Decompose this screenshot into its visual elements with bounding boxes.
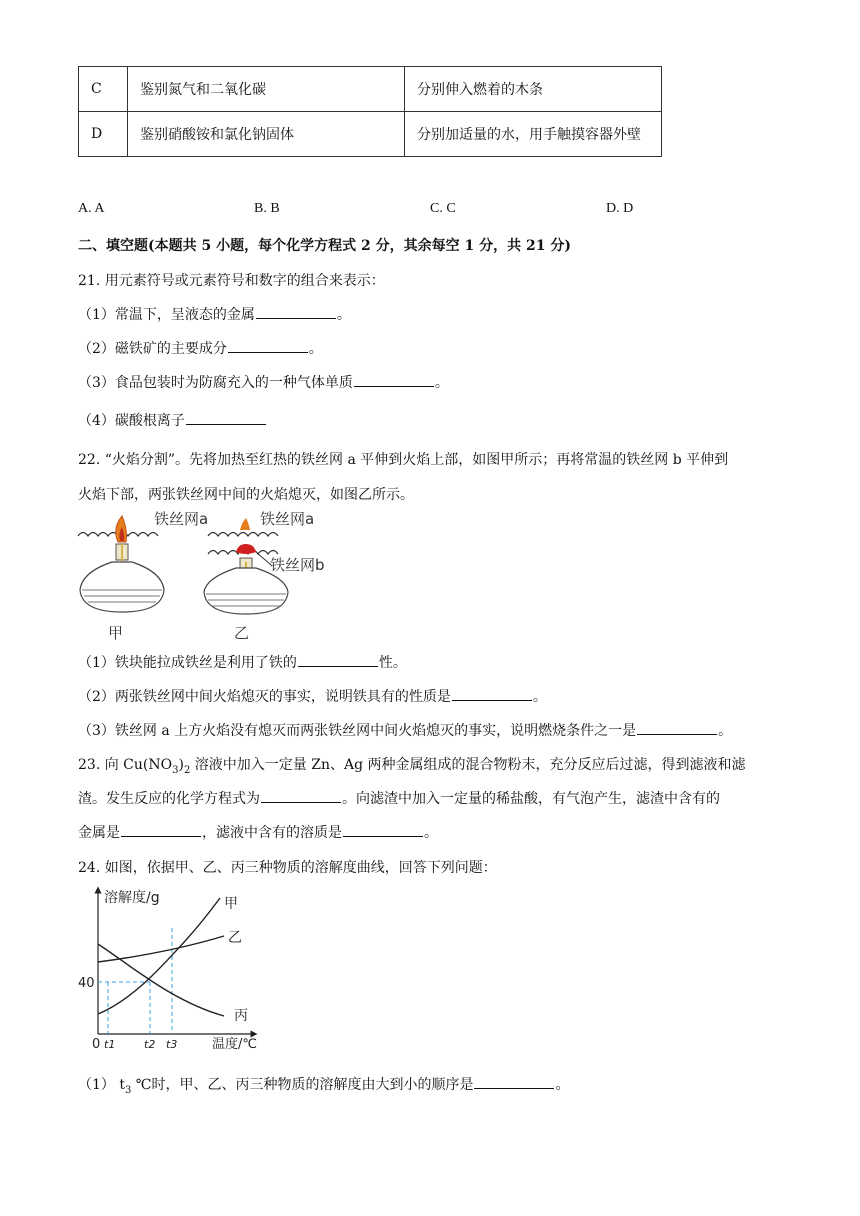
text: 。 — [555, 1077, 570, 1093]
subscript: 3 — [172, 764, 179, 776]
options-table — [78, 66, 662, 157]
choice-a[interactable]: A. A — [78, 201, 105, 216]
question-23-line-3 — [78, 822, 438, 842]
item-tail: 。 — [532, 689, 547, 705]
question-23-line-2 — [78, 788, 720, 808]
question-22-item-1 — [78, 652, 407, 672]
question-22-item-3 — [78, 720, 732, 740]
table-cell-key: C — [79, 67, 128, 112]
question-21-stem: 21. 用元素符号或元素符号和数字的组合来表示： — [78, 273, 385, 289]
series-label-bing: 丙 — [234, 1008, 248, 1024]
question-23-line-1 — [78, 754, 745, 776]
flame-bottom-right — [236, 544, 256, 554]
lamp-body-right — [204, 568, 288, 614]
label-mesh-a-left: 铁丝网a — [154, 510, 209, 528]
lamp-right — [204, 510, 325, 642]
text: ℃时，甲、乙、丙三种物质的溶解度由大到小的顺序是 — [131, 1077, 474, 1093]
text: 。向滤渣中加入一定量的稀盐酸，有气泡产生，滤渣中含有的 — [342, 791, 720, 807]
item-tail: 。 — [308, 341, 323, 357]
text: 23. 向 Cu(NO — [78, 757, 173, 773]
table-cell-method: 分别伸入燃着的木条 — [405, 67, 662, 112]
x-tick-t3: t3 — [166, 1038, 178, 1051]
flame-experiment-figure — [74, 508, 344, 644]
solubility-chart — [74, 884, 274, 1056]
series-label-yi: 乙 — [228, 930, 242, 946]
y-tick-40: 40 — [78, 976, 95, 991]
text: 。 — [424, 825, 438, 841]
choice-d[interactable]: D. D — [606, 201, 634, 216]
text: （1） t — [78, 1077, 125, 1093]
y-axis-label: 溶解度/g — [104, 890, 160, 906]
question-21-item-2 — [78, 338, 323, 358]
lamp-body-left — [80, 562, 164, 612]
text: ，滤液中含有的溶质是 — [202, 825, 342, 841]
question-21-item-4 — [78, 410, 267, 430]
text: 金属是 — [78, 825, 120, 841]
item-text: （1）铁块能拉成铁丝是利用了铁的 — [78, 655, 297, 671]
question-21-item-3 — [78, 372, 449, 392]
lamp-left — [78, 510, 208, 642]
table-cell-method: 分别加适量的水，用手触摸容器外壁 — [405, 112, 662, 157]
table-row — [79, 112, 662, 157]
answer-blank[interactable] — [186, 410, 266, 425]
answer-blank[interactable] — [261, 788, 341, 803]
question-22-item-2 — [78, 686, 547, 706]
item-text: （3）食品包装时为防腐充入的一种气体单质 — [78, 375, 353, 391]
table-cell-key: D — [79, 112, 128, 157]
wire-mesh-a-right — [208, 533, 278, 537]
table-row — [79, 67, 662, 112]
subscript: 2 — [183, 764, 191, 776]
text: ) — [178, 757, 184, 773]
label-mesh-a-right: 铁丝网a — [260, 510, 315, 528]
item-tail: 性。 — [378, 655, 407, 671]
question-22-stem-2: 火焰下部，两张铁丝网中间的火焰熄灭，如图乙所示。 — [78, 487, 414, 503]
answer-blank[interactable] — [256, 304, 336, 319]
choice-b[interactable]: B. B — [254, 201, 280, 216]
answer-blank[interactable] — [298, 652, 378, 667]
subscript: 3 — [124, 1084, 132, 1096]
question-22-stem-1: 22. “火焰分割”。先将加热至红热的铁丝网 a 平伸到火焰上部，如图甲所示；再将常温的铁丝网 b 平伸到 — [78, 452, 729, 468]
answer-blank[interactable] — [474, 1074, 554, 1089]
answer-blank[interactable] — [343, 822, 423, 837]
caption-right: 乙 — [234, 624, 250, 642]
choice-c[interactable]: C. C — [430, 201, 456, 216]
answer-blank[interactable] — [228, 338, 308, 353]
table-cell-purpose: 鉴别硝酸铵和氯化钠固体 — [128, 112, 405, 157]
x-tick-t1: t1 — [104, 1038, 116, 1051]
item-text: （2）两张铁丝网中间火焰熄灭的事实，说明铁具有的性质是 — [78, 689, 451, 705]
question-21-item-1 — [78, 304, 351, 324]
text: 溶液中加入一定量 Zn、Ag 两种金属组成的混合物粉末，充分反应后过滤，得到滤液和滤 — [190, 757, 746, 773]
item-text: （3）铁丝网 a 上方火焰没有熄灭而两张铁丝网中间火焰熄灭的事实，说明燃烧条件之一是 — [78, 723, 637, 739]
item-text: （2）磁铁矿的主要成分 — [78, 341, 227, 357]
origin-label: 0 — [92, 1037, 101, 1052]
caption-left: 甲 — [108, 624, 124, 642]
answer-blank[interactable] — [452, 686, 532, 701]
question-24-item-1 — [78, 1074, 569, 1096]
answer-blank[interactable] — [121, 822, 201, 837]
curve-yi — [98, 936, 224, 962]
item-tail: 。 — [718, 723, 733, 739]
series-label-jia: 甲 — [224, 896, 238, 912]
answer-blank[interactable] — [354, 372, 434, 387]
flame-top-right — [240, 518, 250, 530]
question-24-stem: 24. 如图，依据甲、乙、丙三种物质的溶解度曲线，回答下列问题： — [78, 860, 497, 876]
text: 渣。发生反应的化学方程式为 — [78, 791, 260, 807]
section-title: 二、填空题(本题共 5 小题，每个化学方程式 2 分，其余每空 1 分，共 21 分) — [78, 238, 571, 254]
x-axis-label: 温度/℃ — [212, 1037, 257, 1052]
curve-bing — [98, 944, 224, 1016]
answer-blank[interactable] — [637, 720, 717, 735]
item-text: （1）常温下，呈液态的金属 — [78, 307, 255, 323]
table-cell-purpose: 鉴别氮气和二氧化碳 — [128, 67, 405, 112]
x-tick-t2: t2 — [144, 1038, 156, 1051]
label-mesh-b: 铁丝网b — [270, 556, 325, 574]
item-text: （4）碳酸根离子 — [78, 413, 185, 429]
item-tail: 。 — [336, 307, 351, 323]
item-tail: 。 — [434, 375, 449, 391]
